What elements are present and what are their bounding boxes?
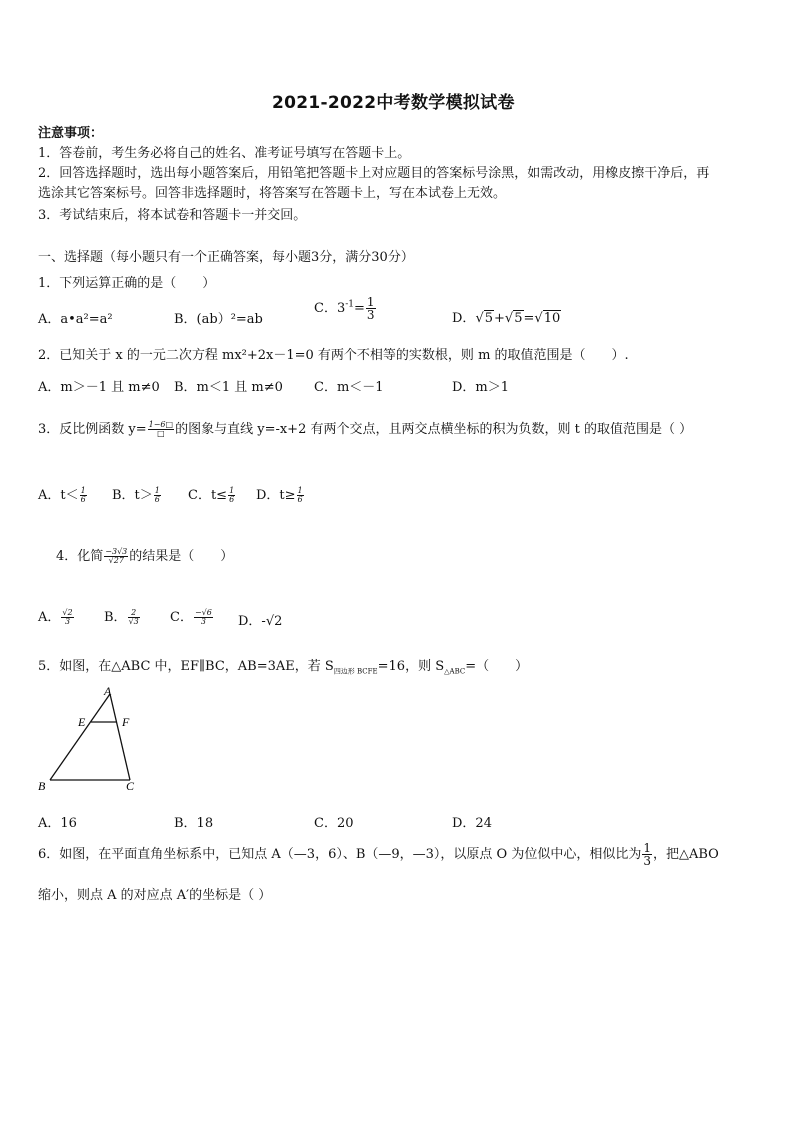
q5-stem: [38, 655, 528, 677]
q6-fraction: [642, 842, 652, 867]
q1-option-d: [452, 307, 561, 326]
q3-d-prefix: D．t≥: [256, 488, 296, 503]
q5-option-d: D．24: [452, 816, 492, 831]
side-ab: [50, 694, 110, 780]
q3-stem: [38, 418, 692, 438]
q1-d-sqrt-3: √10: [534, 311, 561, 326]
q3-b-den: 6: [154, 495, 160, 504]
q4-frac-den: √27: [108, 556, 124, 565]
q1-d-rad-2: 5: [514, 311, 523, 326]
q3-stem-fraction: [148, 421, 174, 438]
q2-option-a: A．m＞－1 且 m≠0: [38, 380, 160, 395]
q5-option-a: A．16: [38, 816, 77, 831]
q3-c-prefix: C．t≤: [188, 488, 228, 503]
q1-c-den: 3: [366, 308, 375, 322]
q1-stem: 1．下列运算正确的是（ ）: [38, 276, 216, 291]
notice-heading: 注意事项：: [38, 126, 104, 141]
q3-option-d: [256, 484, 305, 504]
q4-c-num: −√6: [194, 608, 212, 617]
q3-option-a: [38, 484, 88, 504]
q3-stem-post: 的图象与直线 y=-x+2 有两个交点，且两交点横坐标的积为负数，则 t 的取值范围是（ ）: [175, 422, 693, 437]
q5-option-c: C．20: [314, 816, 354, 831]
notice-item-3: 3．考试结束后，将本试卷和答题卡一并交回。: [38, 208, 307, 223]
q3-b-num: 1: [154, 486, 160, 495]
notice-item-2-cont: 选涂其它答案标号。回答非选择题时，将答案写在答题卡上，写在本试卷上无效。: [38, 186, 507, 201]
q5-sub-abc: △ABC: [444, 667, 466, 676]
q4-a-den: 3: [64, 617, 71, 626]
q1-c-exponent: -1: [345, 299, 354, 310]
point-f-label: F: [122, 715, 130, 729]
vertex-a-label: A: [104, 686, 112, 698]
q3-c-den: 6: [229, 495, 235, 504]
q1-d-sqrt-1: √5: [475, 311, 494, 326]
q4-b-prefix: B．: [104, 610, 127, 625]
q5-stem-mid: =16，则 S: [377, 659, 445, 674]
q3-option-b: [112, 484, 162, 504]
q3-a-den: 6: [80, 495, 86, 504]
q3-frac-num: 1−6□: [148, 420, 174, 429]
q6-line1-pre: 6．如图，在平面直角坐标系中，已知点 A（—3，6）、B（—9，—3），以原点 O 为位似中心，相似比为: [38, 847, 642, 862]
q5-stem-pre: 5．如图，在△ABC 中，EF∥BC，AB=3AE，若 S: [38, 659, 334, 674]
q4-option-d: D．-√2: [238, 614, 283, 629]
q1-c-prefix: C．3: [314, 301, 346, 316]
q4-stem-pre: 4．化简: [56, 549, 104, 564]
q1-c-num: 1: [366, 295, 375, 309]
q4-c-fraction: [194, 609, 213, 626]
notice-item-1: 1．答卷前，考生务必将自己的姓名、准考证号填写在答题卡上。: [38, 146, 411, 161]
q3-d-den: 6: [297, 495, 303, 504]
q5-stem-post: =（ ）: [465, 659, 529, 674]
q1-d-rad-1: 5: [484, 311, 494, 326]
q1-c-equals: =: [354, 301, 365, 316]
q3-a-num: 1: [80, 486, 86, 495]
q4-c-prefix: C．: [170, 610, 193, 625]
q4-option-b: [104, 606, 141, 626]
notice-item-2: 2．回答选择题时，选出每小题答案后，用铅笔把答题卡上对应题目的答案标号涂黑，如需改动，用橡皮擦干净后，再: [38, 166, 710, 181]
q4-option-a: [38, 606, 75, 626]
q5-sub-quad: 四边形 BCFE: [333, 667, 378, 676]
vertex-b-label: B: [38, 779, 46, 793]
q3-frac-den: □: [157, 429, 165, 438]
q6-line-1: [38, 842, 719, 867]
q1-option-b: B．(ab）²=ab: [174, 312, 263, 327]
q4-b-num: 2: [128, 609, 140, 618]
q2-option-b: B．m＜1 且 m≠0: [174, 380, 283, 395]
q1-option-c: [314, 296, 377, 321]
q4-a-prefix: A．: [38, 610, 61, 625]
q3-b-prefix: B．t＞: [112, 488, 153, 503]
q3-stem-pre: 3．反比例函数 y=: [38, 422, 147, 437]
q4-a-fraction: [61, 609, 73, 626]
q1-option-a: A．a•a²=a²: [38, 312, 113, 327]
side-ac: [110, 694, 130, 780]
q4-a-num: √2: [62, 608, 73, 617]
q4-c-den: 3: [200, 617, 206, 626]
q4-b-den: √3: [128, 617, 139, 626]
q3-b-fraction: [154, 487, 161, 504]
q6-line1-post: ，把△ABO: [653, 847, 719, 862]
q3-c-num: 1: [229, 486, 235, 495]
q4-stem: [56, 545, 233, 565]
q5-triangle-figure: [34, 686, 164, 796]
q6-frac-den: 3: [643, 854, 651, 868]
q3-d-fraction: [297, 487, 304, 504]
q4-frac-num: −3√3: [105, 547, 128, 556]
q1-d-equals: =: [523, 311, 535, 326]
q5-option-b: B．18: [174, 816, 214, 831]
q2-stem: 2．已知关于 x 的一元二次方程 mx²+2x－1=0 有两个不相等的实数根，则 m 的取值范围是（ ）.: [38, 348, 629, 363]
q2-option-d: D．m＞1: [452, 380, 510, 395]
q4-stem-fraction: [104, 548, 128, 565]
q1-d-prefix: D．: [452, 311, 476, 326]
section-heading: 一、选择题（每小题只有一个正确答案，每小题3分，满分30分）: [38, 250, 414, 265]
q4-b-fraction: [128, 609, 140, 626]
q3-option-c: [188, 484, 236, 504]
q3-c-fraction: [228, 487, 235, 504]
q1-d-rad-3: 10: [543, 311, 561, 326]
q4-stem-post: 的结果是（ ）: [129, 549, 234, 564]
q3-a-prefix: A．t＜: [38, 488, 79, 503]
vertex-c-label: C: [126, 779, 135, 793]
q3-d-num: 1: [297, 486, 303, 495]
page-title: 2021-2022中考数学模拟试卷: [272, 93, 515, 113]
q4-option-c: [170, 606, 214, 626]
q1-c-fraction: [366, 296, 376, 321]
q3-a-fraction: [80, 487, 87, 504]
q6-frac-num: 1: [643, 841, 651, 855]
q6-line-2: 缩小，则点 A 的对应点 A′的坐标是（ ）: [38, 888, 272, 903]
q1-d-plus: +: [494, 311, 505, 326]
q2-option-c: C．m＜－1: [314, 380, 384, 395]
q1-d-sqrt-2: √5: [504, 311, 523, 326]
point-e-label: E: [78, 715, 86, 729]
